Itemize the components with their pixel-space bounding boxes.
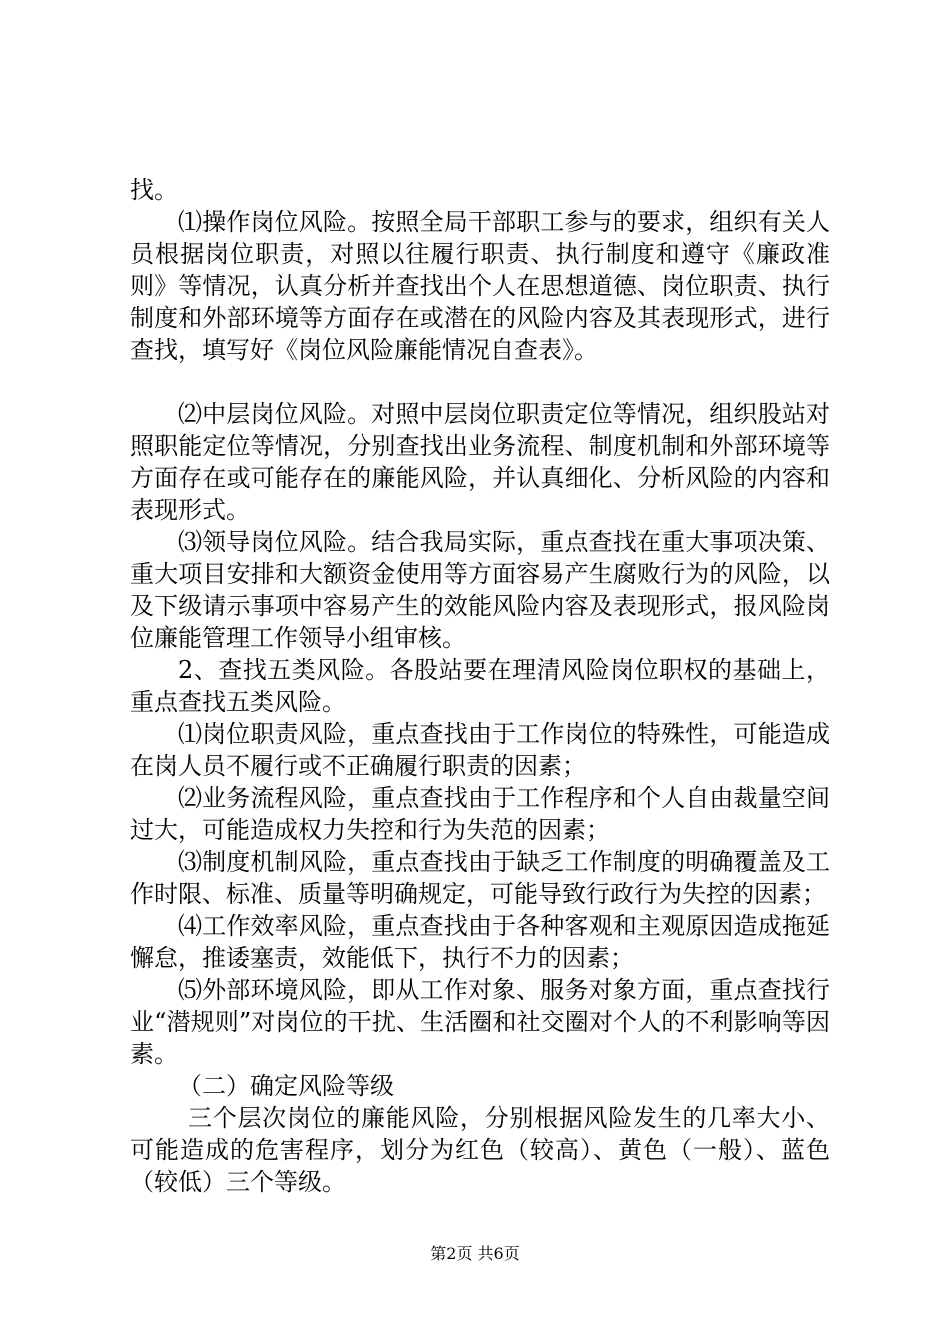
paragraph-middle-post-risk: ⑵中层岗位风险。对照中层岗位职责定位等情况，组织股站对照职能定位等情况，分别查找出业务流程、制度机制和外部环境等方面存在或可能存在的廉能风险，并认真细化、分析风险的内容和表现形式。 xyxy=(130,400,830,524)
paragraph-five-risk-types: 2、查找五类风险。各股站要在理清风险岗位职权的基础上，重点查找五类风险。 xyxy=(130,656,830,716)
paragraph-system-mechanism-risk: ⑶制度机制风险，重点查找由于缺乏工作制度的明确覆盖及工作时限、标准、质量等明确规定，可能导致行政行为失控的因素； xyxy=(130,848,830,908)
document-body xyxy=(130,174,830,1198)
paragraph-post-duty-risk: ⑴岗位职责风险，重点查找由于工作岗位的特殊性，可能造成在岗人员不履行或不正确履行职责的因素； xyxy=(130,720,830,780)
paragraph-operation-post-risk: ⑴操作岗位风险。按照全局干部职工参与的要求，组织有关人员根据岗位职责，对照以往履行职责、执行制度和遵守《廉政准则》等情况，认真分析并查找出个人在思想道德、岗位职责、执行制度和外部环境等方面存在或潜在的风险内容及其表现形式，进行查找，填写好《岗位风险廉能情况自查表》。 xyxy=(130,208,830,364)
paragraph-risk-level-definition: 三个层次岗位的廉能风险，分别根据风险发生的几率大小、可能造成的危害程序，划分为红色（较高）、黄色（一般）、蓝色（较低）三个等级。 xyxy=(130,1104,830,1196)
paragraph-external-environment-risk: ⑸外部环境风险，即从工作对象、服务对象方面，重点查找行业“潜规则”对岗位的干扰、生活圈和社交圈对个人的不利影响等因素。 xyxy=(130,976,830,1068)
section-heading-risk-level: （二）确定风险等级 xyxy=(178,1072,394,1100)
paragraph-work-efficiency-risk: ⑷工作效率风险，重点查找由于各种客观和主观原因造成拖延懈怠，推诿塞责，效能低下，执行不力的因素； xyxy=(130,912,830,972)
paragraph-leadership-post-risk: ⑶领导岗位风险。结合我局实际，重点查找在重大事项决策、重大项目安排和大额资金使用等方面容易产生腐败行为的风险，以及下级请示事项中容易产生的效能风险内容及表现形式，报风险岗位廉能管理工作领导小组审核。 xyxy=(130,528,830,652)
page-number-label: 第2页 共6页 xyxy=(430,1244,520,1263)
page-footer xyxy=(0,1244,950,1264)
paragraph-continuation: 找。 xyxy=(130,176,178,204)
paragraph-business-process-risk: ⑵业务流程风险，重点查找由于工作程序和个人自由裁量空间过大，可能造成权力失控和行为失范的因素； xyxy=(130,784,830,844)
